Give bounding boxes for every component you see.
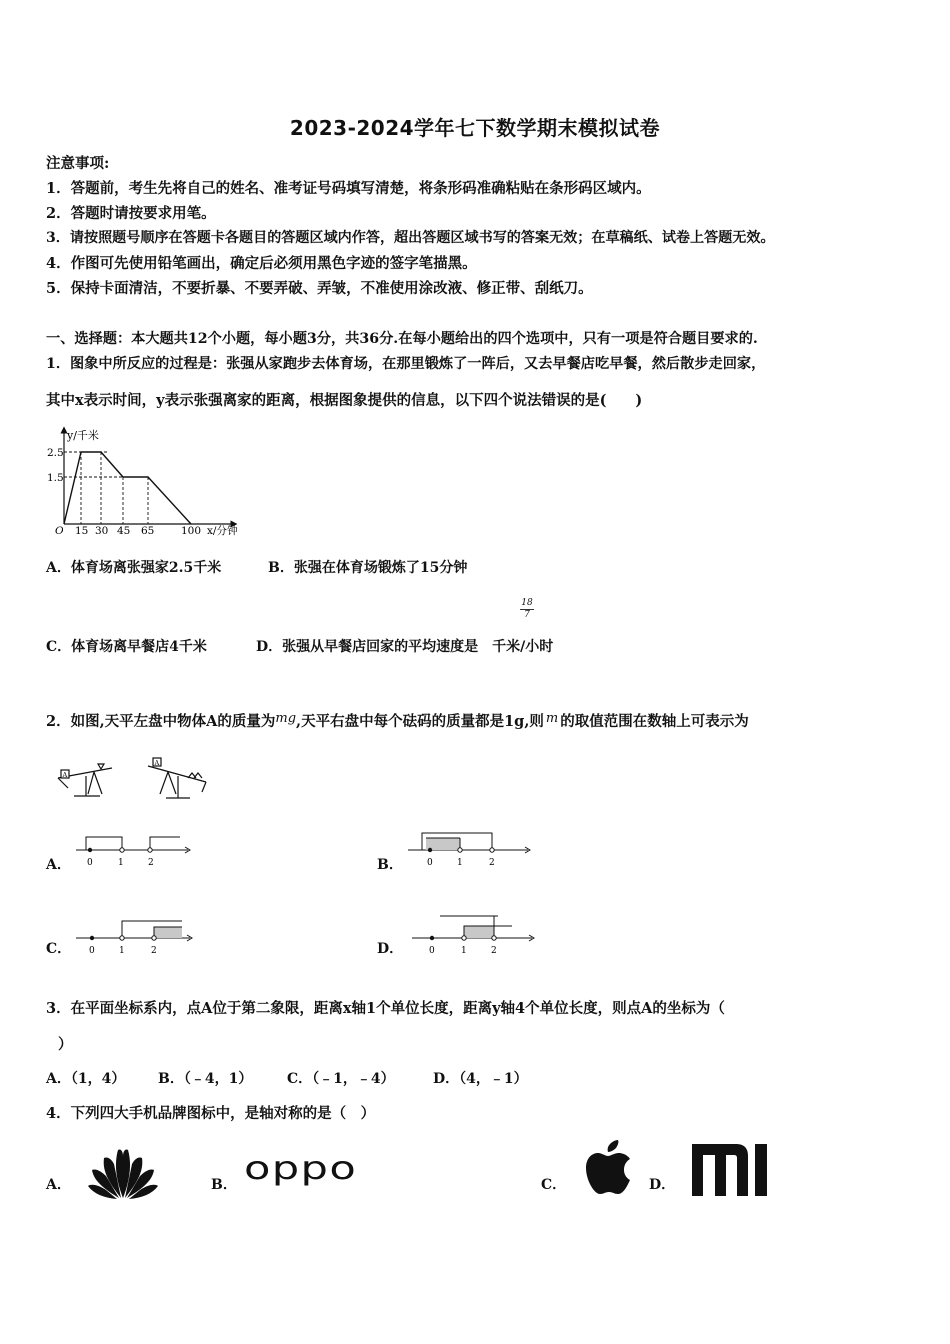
q2-text-pre: 2．如图,天平左盘中物体A的质量为 (46, 713, 276, 730)
guide-lines (64, 452, 148, 524)
q1-fraction (520, 598, 534, 620)
q2-text-post: 的取值范围在数轴上可表示为 (560, 713, 749, 730)
page-title: 2023-2024学年七下数学期末模拟试卷 (289, 116, 661, 140)
q3-text-line1: 3．在平面坐标系内，点A位于第二象限，距离x轴1个单位长度，距离y轴4个单位长度，则点A的坐标为（ (46, 1000, 725, 1017)
tick-2: 2 (489, 858, 495, 868)
q1-option-a: A．体育场离张强家2.5千米 (46, 560, 222, 576)
tick-1: 1 (457, 858, 463, 868)
y-tick-1-5: 1.5 (47, 472, 64, 484)
x-tick-65: 65 (141, 525, 155, 537)
tick-2: 2 (491, 946, 497, 956)
q1-distance-time-graph (44, 426, 248, 538)
q2-option-b-numberline (404, 828, 534, 872)
q1-option-d-prefix: D．张强从早餐店回家的平均速度是 (256, 639, 479, 655)
x-tick-15: 15 (75, 525, 89, 537)
huawei-logo-icon (86, 1146, 160, 1202)
notice-item-1: 1．答题前，考生先将自己的姓名、准考证号码填写清楚，将条形码准确粘贴在条形码区域内。 (46, 180, 651, 197)
tick-0: 0 (89, 946, 95, 956)
y-axis-label: y/千米 (67, 429, 99, 442)
section-heading: 一、选择题：本大题共12个小题，每小题3分，共36分.在每小题给出的四个选项中，只有一项是符合题目要求的. (46, 331, 758, 347)
tick-0: 0 (87, 858, 93, 868)
x-axis-label: x/分钟 (207, 525, 238, 537)
q2-option-a-label: A． (46, 857, 71, 873)
left-balance (58, 764, 112, 796)
notice-item-2: 2．答题时请按要求用笔。 (46, 205, 216, 222)
q2-option-d-label: D． (377, 941, 404, 957)
q4-label-d: D． (649, 1177, 676, 1193)
q4-label-c: C． (541, 1177, 567, 1193)
q2-option-c-numberline (72, 912, 196, 956)
notice-item-4: 4．作图可先使用铅笔画出，确定后必须用黑色字迹的签字笔描黑。 (46, 255, 477, 272)
notice-heading: 注意事项: (46, 155, 110, 172)
y-tick-2-5: 2.5 (47, 447, 64, 459)
tick-0: 0 (429, 946, 435, 956)
q3-text-line2: ） (58, 1036, 73, 1053)
q2-option-c-label: C． (46, 941, 72, 957)
q2-balance-figure (54, 756, 214, 802)
tick-2: 2 (148, 858, 154, 868)
distance-curve (64, 452, 191, 524)
xiaomi-logo-icon (692, 1144, 776, 1196)
q3-option-d: D．（4，﹣1） (433, 1071, 528, 1087)
q1-text-line2: 其中x表示时间，y表示张强离家的距离，根据图象提供的信息，以下四个说法错误的是( ) (46, 392, 643, 409)
tick-0: 0 (427, 858, 433, 868)
fraction-numerator: 18 (521, 598, 533, 608)
q4-text: 4．下列四大手机品牌图标中，是轴对称的是（ ） (46, 1105, 376, 1122)
x-tick-30: 30 (95, 525, 109, 537)
apple-logo-icon (583, 1140, 633, 1196)
x-tick-100: 100 (181, 525, 202, 537)
q2-mg: mg (275, 711, 297, 726)
x-tick-45: 45 (117, 525, 131, 537)
oppo-logo-icon: oppo (244, 1149, 358, 1187)
q4-label-b: B． (211, 1177, 237, 1193)
q1-option-c: C．体育场离早餐店4千米 (46, 639, 207, 655)
left-balance-label: A (62, 771, 68, 779)
tick-2: 2 (151, 946, 157, 956)
q3-option-a: A．（1，4） (46, 1071, 126, 1087)
q2-text (46, 710, 749, 731)
q1-option-d (256, 636, 553, 656)
tick-1: 1 (119, 946, 125, 956)
fraction-denominator: 7 (520, 609, 534, 620)
q2-option-a-numberline (72, 832, 194, 872)
q2-text-mid: ,天平右盘中每个砝码的质量都是1g,则 (296, 713, 544, 730)
notice-item-5: 5．保持卡面清洁，不要折暴、不要弄破、弄皱，不准使用涂改液、修正带、刮纸刀。 (46, 280, 593, 297)
q2-m: m (545, 711, 559, 726)
right-balance-label: A (154, 759, 160, 767)
q4-label-a: A． (46, 1177, 71, 1193)
notice-item-3: 3．请按照题号顺序在答题卡各题目的答题区域内作答，超出答题区域书写的答案无效；在草稿纸、试卷上答题无效。 (46, 230, 775, 246)
q3-option-b: B．（﹣4，1） (158, 1071, 253, 1087)
q3-option-c: C．（﹣1，﹣4） (287, 1071, 395, 1087)
q1-option-b: B．张强在体育场锻炼了15分钟 (268, 560, 468, 576)
q1-text-line1: 1．图象中所反应的过程是：张强从家跑步去体育场，在那里锻炼了一阵后，又去早餐店吃早餐，然后散步走回家， (46, 356, 766, 372)
q1-option-d-suffix: 千米/小时 (492, 639, 554, 655)
tick-1: 1 (461, 946, 467, 956)
tick-1: 1 (118, 858, 124, 868)
q2-option-d-numberline (408, 910, 536, 956)
origin-label: O (55, 525, 64, 537)
q2-option-b-label: B． (377, 857, 403, 873)
